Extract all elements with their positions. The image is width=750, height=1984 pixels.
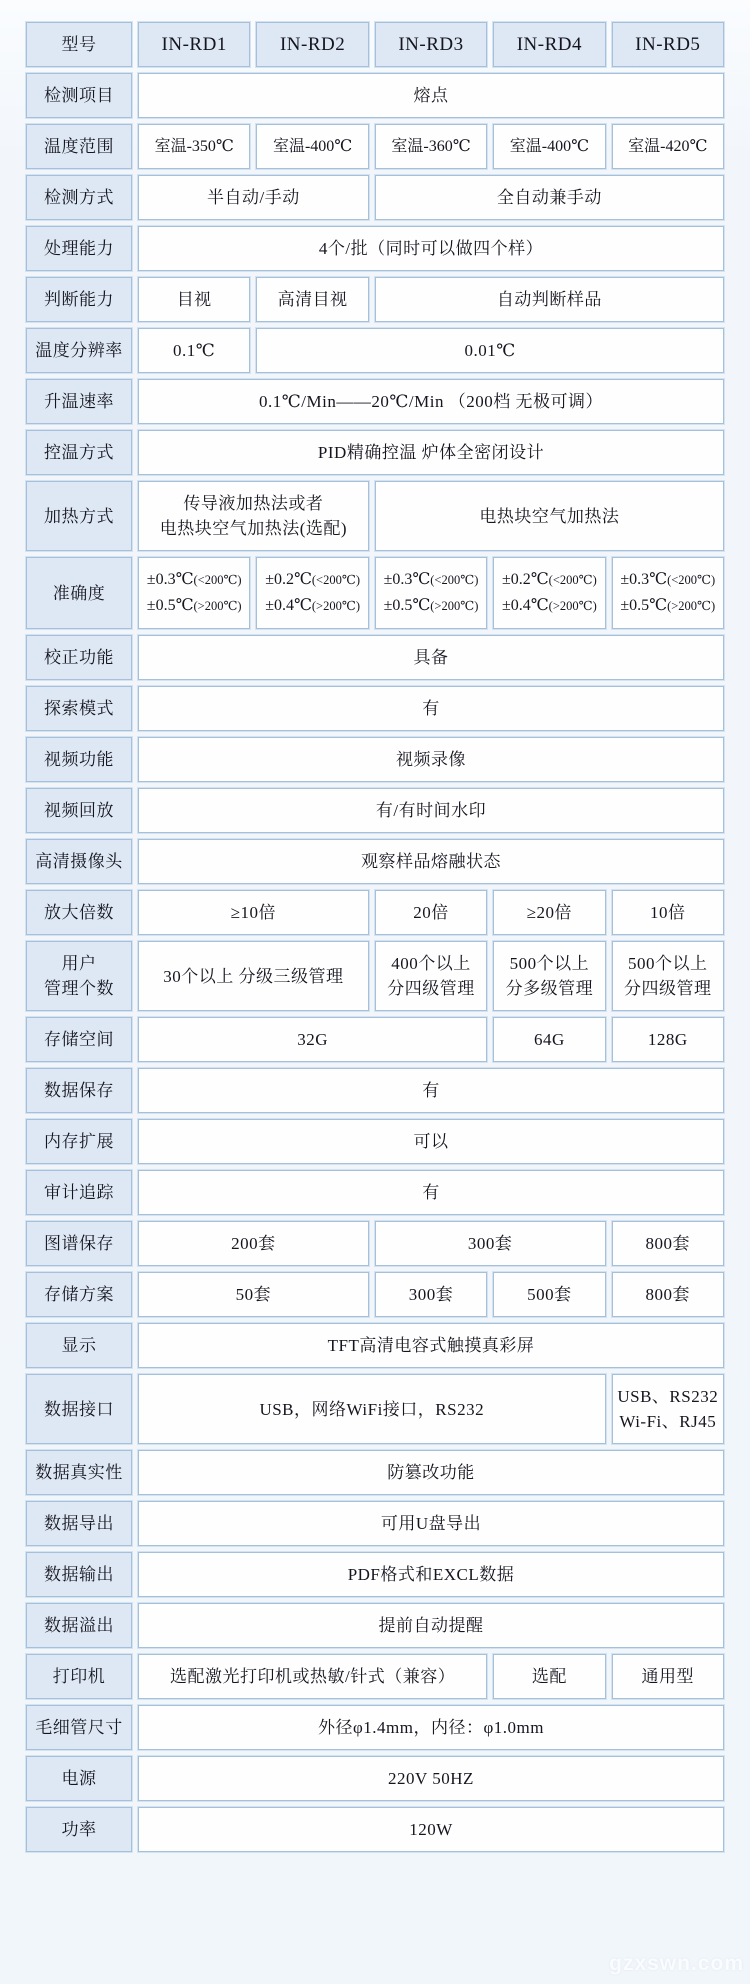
spec-value-text: 通用型 xyxy=(641,1667,695,1686)
spec-row xyxy=(26,1603,724,1648)
model-header-row xyxy=(26,22,724,67)
spec-value-condition-text: (>200℃) xyxy=(193,599,242,613)
spec-value-cell xyxy=(138,328,250,373)
spec-value-text: 500套 xyxy=(527,1285,572,1304)
spec-label-cell: 高清摄像头 xyxy=(26,839,132,884)
spec-row xyxy=(26,1501,724,1546)
model-name-cell xyxy=(493,22,605,67)
spec-value-cell xyxy=(138,1654,487,1699)
spec-row xyxy=(26,175,724,220)
spec-value-text: 有 xyxy=(422,1183,440,1202)
spec-row xyxy=(26,635,724,680)
spec-value-text: ±0.2℃ xyxy=(265,571,312,588)
model-name-cell xyxy=(375,22,487,67)
spec-row xyxy=(26,1221,724,1266)
spec-value-text: 室温-400℃ xyxy=(509,138,589,155)
spec-value-text: USB，网络WiFi接口，RS232 xyxy=(259,1399,485,1419)
spec-value-cell xyxy=(138,1756,724,1801)
spec-label-cell: 存储空间 xyxy=(26,1017,132,1062)
spec-value-cell xyxy=(375,557,487,629)
spec-label-cell: 处理能力 xyxy=(26,226,132,271)
spec-value-text: 有 xyxy=(422,1081,440,1100)
spec-value-text: ±0.3℃ xyxy=(383,571,431,588)
spec-row xyxy=(26,226,724,271)
spec-table xyxy=(20,16,730,1858)
spec-value-condition-text: (>200℃) xyxy=(430,599,479,613)
spec-value-text: 64G xyxy=(533,1030,565,1049)
spec-label-cell: 审计追踪 xyxy=(26,1170,132,1215)
spec-label-cell: 用户 管理个数 xyxy=(26,941,132,1011)
spec-row xyxy=(26,1068,724,1113)
spec-row xyxy=(26,481,724,551)
spec-value-cell xyxy=(375,941,487,1011)
spec-value-cell xyxy=(375,1221,606,1266)
spec-row xyxy=(26,839,724,884)
spec-value-cell xyxy=(493,1272,605,1317)
spec-value-cell xyxy=(493,941,605,1011)
spec-value-text: 400个以上 xyxy=(391,954,471,973)
spec-value-cell xyxy=(138,1272,369,1317)
spec-value-text: 室温-400℃ xyxy=(272,138,353,155)
spec-row xyxy=(26,557,724,629)
spec-value-condition-text: (>200℃) xyxy=(667,599,716,613)
spec-value-cell xyxy=(375,890,487,935)
spec-value-condition-text: (<200℃) xyxy=(548,573,597,587)
spec-value-text: 视频录像 xyxy=(396,750,466,769)
spec-value-cell xyxy=(138,379,724,424)
spec-value-cell xyxy=(375,481,724,551)
spec-value-text: ±0.5℃ xyxy=(146,597,194,614)
spec-value-text: 500个以上 xyxy=(628,954,708,973)
spec-value-cell xyxy=(138,277,250,322)
spec-value-text: 电热块空气加热法(选配) xyxy=(159,519,348,538)
spec-value-condition-text: (<200℃) xyxy=(430,573,479,587)
spec-label-cell: 温度范围 xyxy=(26,124,132,169)
spec-value-cell xyxy=(138,226,724,271)
spec-value-text: 自动判断样品 xyxy=(496,290,602,309)
spec-label-cell: 温度分辨率 xyxy=(26,328,132,373)
spec-row xyxy=(26,328,724,373)
spec-value-text: 选配激光打印机或热敏/针式（兼容） xyxy=(169,1667,456,1686)
spec-value-condition-text: (<200℃) xyxy=(193,573,242,587)
spec-value-cell xyxy=(138,686,724,731)
spec-value-cell xyxy=(138,481,369,551)
spec-value-text: 熔点 xyxy=(413,86,449,105)
spec-label-cell: 升温速率 xyxy=(26,379,132,424)
spec-value-text: 目视 xyxy=(176,290,212,309)
spec-row xyxy=(26,686,724,731)
spec-value-cell xyxy=(138,1017,487,1062)
spec-value-text: 室温-350℃ xyxy=(154,138,234,155)
spec-label-cell: 加热方式 xyxy=(26,481,132,551)
spec-row xyxy=(26,1119,724,1164)
spec-value-cell xyxy=(612,1654,724,1699)
spec-value-text: 128G xyxy=(647,1030,688,1049)
spec-value-text: 观察样品熔融状态 xyxy=(361,852,501,871)
spec-label-cell: 图谱保存 xyxy=(26,1221,132,1266)
spec-value-text: 有 xyxy=(422,699,440,718)
spec-label-cell: 数据溢出 xyxy=(26,1603,132,1648)
spec-value-text: IN-RD2 xyxy=(279,34,346,55)
spec-row xyxy=(26,1552,724,1597)
spec-value-cell xyxy=(612,124,724,169)
spec-value-text: 800套 xyxy=(645,1285,691,1304)
spec-label-cell: 功率 xyxy=(26,1807,132,1852)
spec-value-text: USB、RS232 xyxy=(617,1387,719,1406)
spec-value-cell xyxy=(138,890,369,935)
spec-value-text: 室温-420℃ xyxy=(628,138,708,155)
spec-value-cell xyxy=(256,557,368,629)
spec-value-text: 分四级管理 xyxy=(624,979,712,998)
spec-value-text: ±0.2℃ xyxy=(501,571,549,588)
spec-row xyxy=(26,1017,724,1062)
spec-value-text: 32G xyxy=(297,1030,328,1049)
spec-value-cell xyxy=(138,737,724,782)
spec-value-text: ±0.5℃ xyxy=(620,597,668,614)
spec-value-cell xyxy=(138,941,369,1011)
spec-label-cell: 显示 xyxy=(26,1323,132,1368)
spec-value-text: 半自动/手动 xyxy=(207,188,300,207)
spec-row xyxy=(26,1374,724,1444)
spec-value-condition-text: (>200℃) xyxy=(548,599,597,613)
spec-value-cell xyxy=(375,1272,487,1317)
spec-value-text: ±0.4℃ xyxy=(265,597,312,614)
spec-value-text: 300套 xyxy=(408,1285,454,1304)
spec-value-cell xyxy=(138,1221,369,1266)
spec-value-text: ±0.3℃ xyxy=(620,571,668,588)
spec-value-cell xyxy=(493,557,605,629)
spec-label-cell: 打印机 xyxy=(26,1654,132,1699)
spec-value-text: 200套 xyxy=(231,1234,276,1253)
spec-row xyxy=(26,1654,724,1699)
spec-value-text: 可以 xyxy=(413,1132,449,1151)
spec-value-text: 20倍 xyxy=(413,903,449,922)
spec-value-text: 提前自动提醒 xyxy=(378,1616,484,1635)
spec-value-text: ±0.3℃ xyxy=(146,571,194,588)
spec-value-text: IN-RD3 xyxy=(398,34,464,55)
spec-value-condition-text: (<200℃) xyxy=(667,573,716,587)
spec-value-text: 传导液加热法或者 xyxy=(183,494,324,513)
spec-value-text: ±0.4℃ xyxy=(501,597,549,614)
spec-value-text: 电热块空气加热法 xyxy=(479,506,620,526)
spec-value-cell xyxy=(138,1323,724,1368)
spec-label-cell: 视频功能 xyxy=(26,737,132,782)
spec-value-text: 0.1℃ xyxy=(173,341,216,360)
model-header-label-cell: 型号 xyxy=(26,22,132,67)
spec-value-cell xyxy=(138,839,724,884)
spec-value-text: 50套 xyxy=(235,1285,272,1304)
model-name-cell xyxy=(138,22,250,67)
spec-value-cell xyxy=(256,124,368,169)
spec-value-cell xyxy=(375,175,724,220)
spec-value-cell xyxy=(612,1017,724,1062)
spec-row xyxy=(26,788,724,833)
spec-label-cell: 内存扩展 xyxy=(26,1119,132,1164)
spec-value-text: 800套 xyxy=(645,1234,691,1253)
spec-value-text: 外径φ1.4mm，内径：φ1.0mm xyxy=(317,1718,544,1737)
spec-row xyxy=(26,73,724,118)
spec-value-cell xyxy=(612,1374,724,1444)
spec-value-text: 室温-360℃ xyxy=(391,138,471,155)
spec-label-cell: 探索模式 xyxy=(26,686,132,731)
spec-value-text: PDF格式和EXCL数据 xyxy=(347,1565,515,1584)
spec-value-cell xyxy=(375,277,724,322)
spec-value-cell xyxy=(612,1272,724,1317)
model-name-cell xyxy=(612,22,724,67)
spec-value-cell xyxy=(612,890,724,935)
spec-row xyxy=(26,890,724,935)
spec-value-cell xyxy=(138,1374,606,1444)
spec-row xyxy=(26,1705,724,1750)
spec-label-cell: 电源 xyxy=(26,1756,132,1801)
spec-value-cell xyxy=(138,124,250,169)
spec-value-text: 300套 xyxy=(467,1234,513,1253)
spec-value-text: 4个/批（同时可以做四个样） xyxy=(318,239,544,258)
spec-value-text: 分四级管理 xyxy=(387,979,475,998)
spec-label-cell: 判断能力 xyxy=(26,277,132,322)
spec-value-cell xyxy=(138,1552,724,1597)
spec-value-text: 可用U盘导出 xyxy=(380,1514,482,1533)
spec-label-cell: 数据输出 xyxy=(26,1552,132,1597)
spec-value-text: ±0.5℃ xyxy=(383,597,431,614)
spec-label-cell: 数据保存 xyxy=(26,1068,132,1113)
spec-row xyxy=(26,379,724,424)
spec-label-cell: 视频回放 xyxy=(26,788,132,833)
spec-value-cell xyxy=(138,1068,724,1113)
spec-value-text: 10倍 xyxy=(650,903,686,922)
spec-value-cell xyxy=(138,1170,724,1215)
spec-value-cell xyxy=(138,788,724,833)
spec-value-condition-text: (<200℃) xyxy=(311,573,360,587)
spec-row xyxy=(26,1272,724,1317)
spec-value-text: ≥20倍 xyxy=(526,903,573,922)
spec-value-cell xyxy=(138,1807,724,1852)
spec-value-text: IN-RD5 xyxy=(635,34,701,55)
spec-value-text: IN-RD4 xyxy=(516,34,582,55)
spec-value-cell xyxy=(256,277,368,322)
spec-value-text: 220V 50HZ xyxy=(388,1769,474,1788)
spec-value-text: 防篡改功能 xyxy=(387,1463,475,1482)
spec-value-cell xyxy=(138,1119,724,1164)
watermark-text: gzxswn.com xyxy=(609,1952,744,1975)
spec-label-cell: 存储方案 xyxy=(26,1272,132,1317)
spec-value-text: Wi-Fi、RJ45 xyxy=(619,1412,717,1431)
spec-label-cell: 数据接口 xyxy=(26,1374,132,1444)
spec-value-text: 120W xyxy=(409,1820,453,1839)
spec-row xyxy=(26,124,724,169)
spec-label-cell: 数据真实性 xyxy=(26,1450,132,1495)
spec-value-cell xyxy=(493,890,605,935)
spec-value-text: 500个以上 xyxy=(509,954,590,973)
spec-value-text: 高清目视 xyxy=(277,290,348,309)
spec-value-text: 0.1℃/Min——20℃/Min （200档 无极可调） xyxy=(259,392,603,411)
spec-value-text: PID精确控温 炉体全密闭设计 xyxy=(317,443,545,462)
spec-value-cell xyxy=(256,328,724,373)
spec-value-cell xyxy=(138,635,724,680)
model-name-cell xyxy=(256,22,368,67)
spec-row xyxy=(26,1170,724,1215)
spec-value-text: IN-RD1 xyxy=(161,34,227,55)
spec-value-text: 30个以上 分级三级管理 xyxy=(163,966,344,986)
spec-label-cell: 校正功能 xyxy=(26,635,132,680)
spec-value-cell xyxy=(138,1705,724,1750)
spec-row xyxy=(26,1807,724,1852)
spec-value-cell xyxy=(138,1450,724,1495)
spec-value-cell xyxy=(493,1017,605,1062)
spec-value-cell xyxy=(375,124,487,169)
spec-value-cell xyxy=(612,557,724,629)
spec-value-text: 有/有时间水印 xyxy=(375,801,487,820)
spec-value-condition-text: (>200℃) xyxy=(311,599,360,613)
spec-row xyxy=(26,1323,724,1368)
spec-value-text: 具备 xyxy=(413,648,449,667)
spec-value-cell xyxy=(138,430,724,475)
spec-label-cell: 检测项目 xyxy=(26,73,132,118)
spec-row xyxy=(26,430,724,475)
spec-value-cell xyxy=(493,1654,605,1699)
spec-label-cell: 检测方式 xyxy=(26,175,132,220)
spec-label-cell: 数据导出 xyxy=(26,1501,132,1546)
spec-value-cell xyxy=(612,1221,724,1266)
spec-value-cell xyxy=(138,73,724,118)
spec-value-text: TFT高清电容式触摸真彩屏 xyxy=(327,1336,535,1355)
spec-label-cell: 放大倍数 xyxy=(26,890,132,935)
spec-value-cell xyxy=(138,175,369,220)
spec-value-text: ≥10倍 xyxy=(230,903,277,922)
spec-label-cell: 毛细管尺寸 xyxy=(26,1705,132,1750)
spec-row xyxy=(26,941,724,1011)
spec-label-cell: 控温方式 xyxy=(26,430,132,475)
spec-value-text: 选配 xyxy=(531,1667,567,1686)
spec-value-text: 全自动兼手动 xyxy=(496,188,602,207)
spec-label-cell: 准确度 xyxy=(26,557,132,629)
spec-row xyxy=(26,1450,724,1495)
spec-row xyxy=(26,1756,724,1801)
spec-value-cell xyxy=(493,124,605,169)
spec-value-text: 0.01℃ xyxy=(464,341,516,360)
spec-row xyxy=(26,277,724,322)
spec-value-cell xyxy=(138,1603,724,1648)
spec-value-text: 分多级管理 xyxy=(505,979,594,998)
spec-value-cell xyxy=(138,557,250,629)
spec-value-cell xyxy=(612,941,724,1011)
spec-table-body xyxy=(26,22,724,1852)
spec-value-cell xyxy=(138,1501,724,1546)
spec-row xyxy=(26,737,724,782)
